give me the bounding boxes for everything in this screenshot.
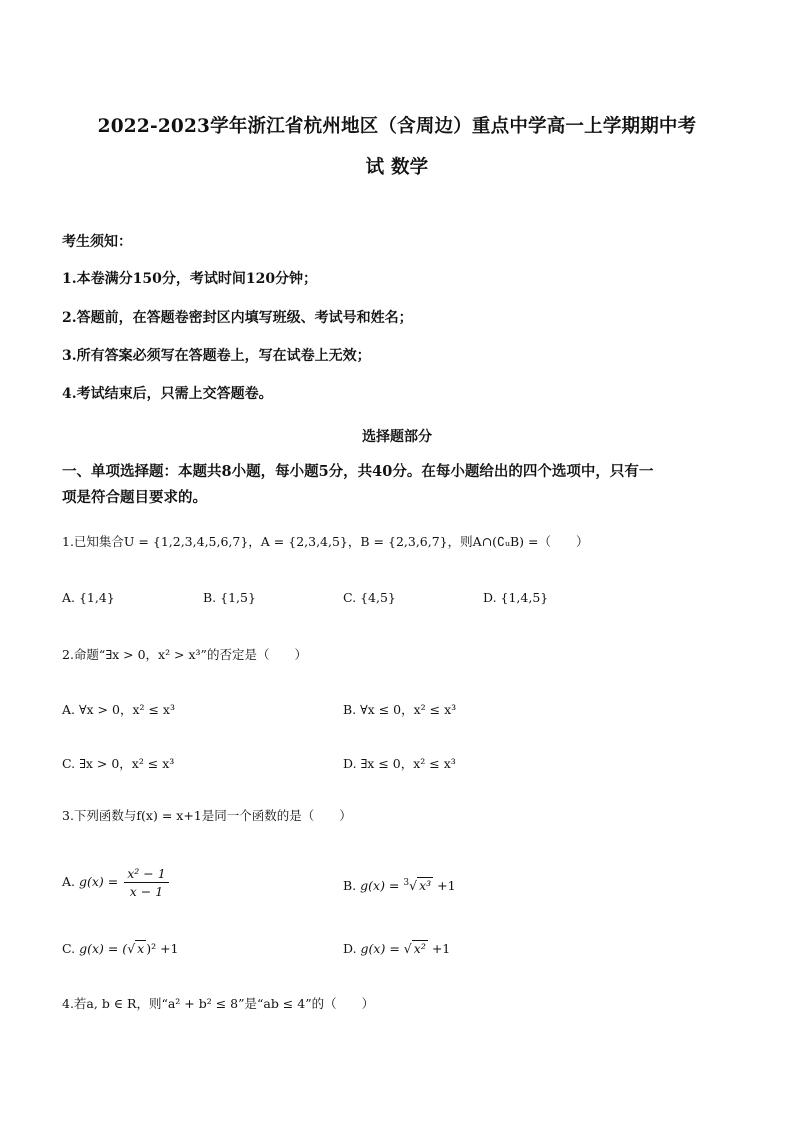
notice-item-3: 3.所有答案必须写在答题卷上，写在试卷上无效； <box>62 348 371 364</box>
option-d-label: D. <box>343 941 357 956</box>
question-3-stem: 3.下列函数与f(x) = x+1是同一个函数的是（ ） <box>62 808 352 823</box>
option-d-radicand <box>412 940 428 958</box>
option-a-lhs: g(x) = <box>79 874 119 889</box>
question-2-option-c: C. ∃x > 0，x² ≤ x³ <box>62 756 175 771</box>
question-1-option-d: D. {1,4,5} <box>483 590 549 605</box>
section-title: 选择题部分 <box>362 429 432 445</box>
option-b-radicand <box>417 877 433 895</box>
option-c-radicand-text: x <box>137 941 145 956</box>
option-c-tail: )² +1 <box>146 941 179 956</box>
option-b-radicand-text: x³ <box>419 878 432 894</box>
notice-item-1: 1.本卷满分150分，考试时间120分钟； <box>62 271 318 287</box>
option-a-numerator: x² − 1 <box>124 865 168 883</box>
question-1-option-c: C. {4,5} <box>343 590 396 605</box>
option-c-radicand <box>135 940 146 958</box>
option-c-label: C. <box>62 941 76 956</box>
question-2-option-d: D. ∃x ≤ 0，x² ≤ x³ <box>343 756 456 771</box>
question-2-option-a: A. ∀x > 0，x² ≤ x³ <box>62 702 175 717</box>
part-1-heading-line-2: 项是符合题目要求的。 <box>62 489 207 506</box>
question-3-option-b <box>343 874 456 895</box>
question-2-option-b: B. ∀x ≤ 0，x² ≤ x³ <box>343 702 457 717</box>
radical-sign-icon: √ <box>409 878 418 894</box>
option-d-radicand-text: x² <box>413 941 426 956</box>
question-3-option-d <box>343 940 450 958</box>
option-d-tail: +1 <box>431 941 451 956</box>
question-3-option-c <box>62 940 179 958</box>
question-1-stem: 1.已知集合U = {1,2,3,4,5,6,7}，A = {2,3,4,5}，B = {2,3,6,7}，则A∩(∁ᵤB) =（ ） <box>62 534 589 549</box>
question-1-option-b: B. {1,5} <box>203 590 256 605</box>
option-c-lhs: g(x) = ( <box>79 941 128 956</box>
question-2-stem: 2.命题“∃x > 0，x² > x³”的否定是（ ） <box>62 647 307 662</box>
notice-item-2: 2.答题前，在答题卷密封区内填写班级、考试号和姓名； <box>62 310 413 326</box>
question-1-option-a: A. {1,4} <box>62 590 115 605</box>
question-4-stem: 4.若a, b ∈ R，则“a² + b² ≤ 8”是“ab ≤ 4”的（ ） <box>62 996 375 1011</box>
notice-item-4: 4.考试结束后，只需上交答题卷。 <box>62 386 273 402</box>
option-a-denominator: x − 1 <box>129 884 164 899</box>
radical-sign-icon: √ <box>403 941 412 956</box>
part-1-heading-line-1: 一、单项选择题：本题共8小题，每小题5分，共40分。在每小题给出的四个选项中，只有一 <box>62 463 654 480</box>
exam-title-line-2: 试 数学 <box>365 157 429 178</box>
radical-sign-icon: √ <box>127 941 136 956</box>
option-a-label: A. <box>62 874 76 889</box>
question-3-option-a <box>62 865 171 900</box>
option-b-label: B. <box>343 878 357 894</box>
option-d-lhs: g(x) = <box>360 941 400 956</box>
option-b-root-index: 3 <box>403 878 410 888</box>
option-a-fraction <box>124 865 168 900</box>
option-b-tail: +1 <box>437 878 456 894</box>
option-b-lhs: g(x) = <box>360 878 400 894</box>
exam-title-line-1: 2022-2023学年浙江省杭州地区（含周边）重点中学高一上学期期中考 <box>97 116 697 137</box>
notice-heading: 考生须知： <box>62 234 132 250</box>
